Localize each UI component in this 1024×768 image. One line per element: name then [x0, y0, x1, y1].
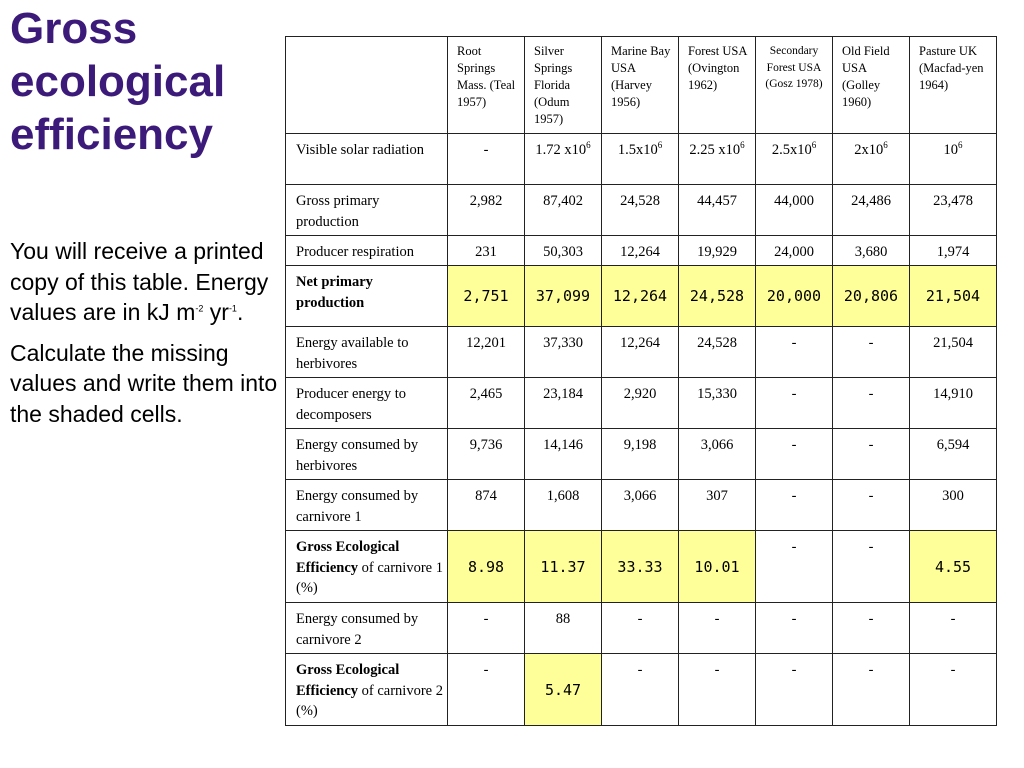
table-row-carnivore2	[286, 603, 997, 654]
table-cell: -	[833, 603, 910, 654]
table-cell: 12,264	[602, 327, 679, 378]
row-label: Gross Ecological Efficiency of carnivore 2 (%)	[286, 654, 448, 726]
table-cell: 1.72 $x10^6$	[525, 134, 602, 185]
table-cell: 50,303	[525, 236, 602, 266]
col-header: Pasture UK (Macfad-yen 1964)	[910, 37, 997, 134]
table-row-gee2	[286, 654, 997, 726]
table-cell: -	[602, 603, 679, 654]
table-cell: 19,929	[679, 236, 756, 266]
table-cell: -	[833, 654, 910, 726]
table-row-decomposers	[286, 378, 997, 429]
row-label: Energy consumed by carnivore 1	[286, 480, 448, 531]
col-header: Old Field USA (Golley 1960)	[833, 37, 910, 134]
table-row-gee1	[286, 531, 997, 603]
energy-table	[285, 36, 997, 726]
shaded-cell: 37,099	[525, 266, 602, 327]
table-cell: $1.5x10^6$	[602, 134, 679, 185]
col-header: Silver Springs Florida (Odum 1957)	[525, 37, 602, 134]
task-paragraph: Calculate the missing values and write them into the shaded cells.	[10, 339, 278, 427]
table-cell: 21,504	[910, 327, 997, 378]
table-cell: $2x10^6$	[833, 134, 910, 185]
table-cell: -	[679, 654, 756, 726]
table-cell: -	[756, 378, 833, 429]
table-cell: -	[448, 134, 525, 185]
table-cell: 6,594	[910, 429, 997, 480]
table-row-herbivore-consumed	[286, 429, 997, 480]
table-cell: -	[833, 327, 910, 378]
table-row-herbivore-available	[286, 327, 997, 378]
intro-paragraph: You will receive a printed copy of this table. Energy values are in kJ $m^{-2}$ $yr^{-1}$.	[10, 238, 269, 325]
table-cell: 24,486	[833, 185, 910, 236]
table-cell: -	[602, 654, 679, 726]
table-row-carnivore1	[286, 480, 997, 531]
table-cell: -	[756, 654, 833, 726]
table-cell: -	[833, 429, 910, 480]
table-cell: -	[679, 603, 756, 654]
shaded-cell: 5.47	[525, 654, 602, 726]
row-label: Visible solar radiation	[286, 134, 448, 185]
table-cell: 24,528	[679, 327, 756, 378]
shaded-cell: 4.55	[910, 531, 997, 603]
shaded-cell: 24,528	[679, 266, 756, 327]
table-cell: 300	[910, 480, 997, 531]
table-row-npp	[286, 266, 997, 327]
table-cell: 12,264	[602, 236, 679, 266]
table-cell: 88	[525, 603, 602, 654]
row-label: Energy consumed by carnivore 2	[286, 603, 448, 654]
table-row-respiration	[286, 236, 997, 266]
table-cell: -	[756, 480, 833, 531]
table-cell: -	[910, 654, 997, 726]
table-cell: -	[833, 531, 910, 603]
row-label: Producer respiration	[286, 236, 448, 266]
table-cell: -	[756, 603, 833, 654]
row-label: Net primary production	[286, 266, 448, 327]
table-cell: -	[756, 531, 833, 603]
table-cell: 1,608	[525, 480, 602, 531]
table-cell: -	[833, 378, 910, 429]
table-cell: -	[756, 429, 833, 480]
corner-cell	[286, 37, 448, 134]
table-cell: $10^6$	[910, 134, 997, 185]
table-cell: 3,066	[679, 429, 756, 480]
table-cell: 14,910	[910, 378, 997, 429]
table-row-solar	[286, 134, 997, 185]
instructions	[10, 236, 280, 439]
col-header: Forest USA (Ovington 1962)	[679, 37, 756, 134]
table-cell: 14,146	[525, 429, 602, 480]
table-cell: -	[756, 327, 833, 378]
header-row	[286, 37, 997, 134]
row-label: Producer energy to decomposers	[286, 378, 448, 429]
col-header: Root Springs Mass. (Teal 1957)	[448, 37, 525, 134]
row-label: Gross Ecological Efficiency of carnivore 1 (%)	[286, 531, 448, 603]
table-cell: 44,000	[756, 185, 833, 236]
table-cell: 1,974	[910, 236, 997, 266]
table-cell: 874	[448, 480, 525, 531]
table-cell: 3,066	[602, 480, 679, 531]
table-cell: 2,920	[602, 378, 679, 429]
shaded-cell: 8.98	[448, 531, 525, 603]
table-cell: 37,330	[525, 327, 602, 378]
table-row-gpp	[286, 185, 997, 236]
table-cell: 87,402	[525, 185, 602, 236]
table-cell: 9,198	[602, 429, 679, 480]
table-cell: $2.5x10^6$	[756, 134, 833, 185]
shaded-cell: 33.33	[602, 531, 679, 603]
table-cell: 15,330	[679, 378, 756, 429]
shaded-cell: 10.01	[679, 531, 756, 603]
shaded-cell: 2,751	[448, 266, 525, 327]
table-cell: 3,680	[833, 236, 910, 266]
table-cell: 12,201	[448, 327, 525, 378]
table-cell: 24,000	[756, 236, 833, 266]
shaded-cell: 20,806	[833, 266, 910, 327]
shaded-cell: 11.37	[525, 531, 602, 603]
shaded-cell: 20,000	[756, 266, 833, 327]
slide-title: Gross ecological efficiency	[10, 4, 226, 159]
table-cell: -	[448, 603, 525, 654]
row-label: Gross primary production	[286, 185, 448, 236]
col-header: Marine Bay USA (Harvey 1956)	[602, 37, 679, 134]
table-cell: 23,478	[910, 185, 997, 236]
shaded-cell: 21,504	[910, 266, 997, 327]
table-cell: 44,457	[679, 185, 756, 236]
table-cell: -	[833, 480, 910, 531]
table-cell: -	[448, 654, 525, 726]
row-label: Energy available to herbivores	[286, 327, 448, 378]
table-cell: 23,184	[525, 378, 602, 429]
table-cell: -	[910, 603, 997, 654]
table-cell: 2,982	[448, 185, 525, 236]
table-cell: 231	[448, 236, 525, 266]
table-cell: 24,528	[602, 185, 679, 236]
shaded-cell: 12,264	[602, 266, 679, 327]
col-header: Secondary Forest USA (Gosz 1978)	[756, 37, 833, 134]
table-cell: 2,465	[448, 378, 525, 429]
row-label: Energy consumed by herbivores	[286, 429, 448, 480]
table-cell: 307	[679, 480, 756, 531]
table-cell: 2.25 $x10^6$	[679, 134, 756, 185]
table-cell: 9,736	[448, 429, 525, 480]
